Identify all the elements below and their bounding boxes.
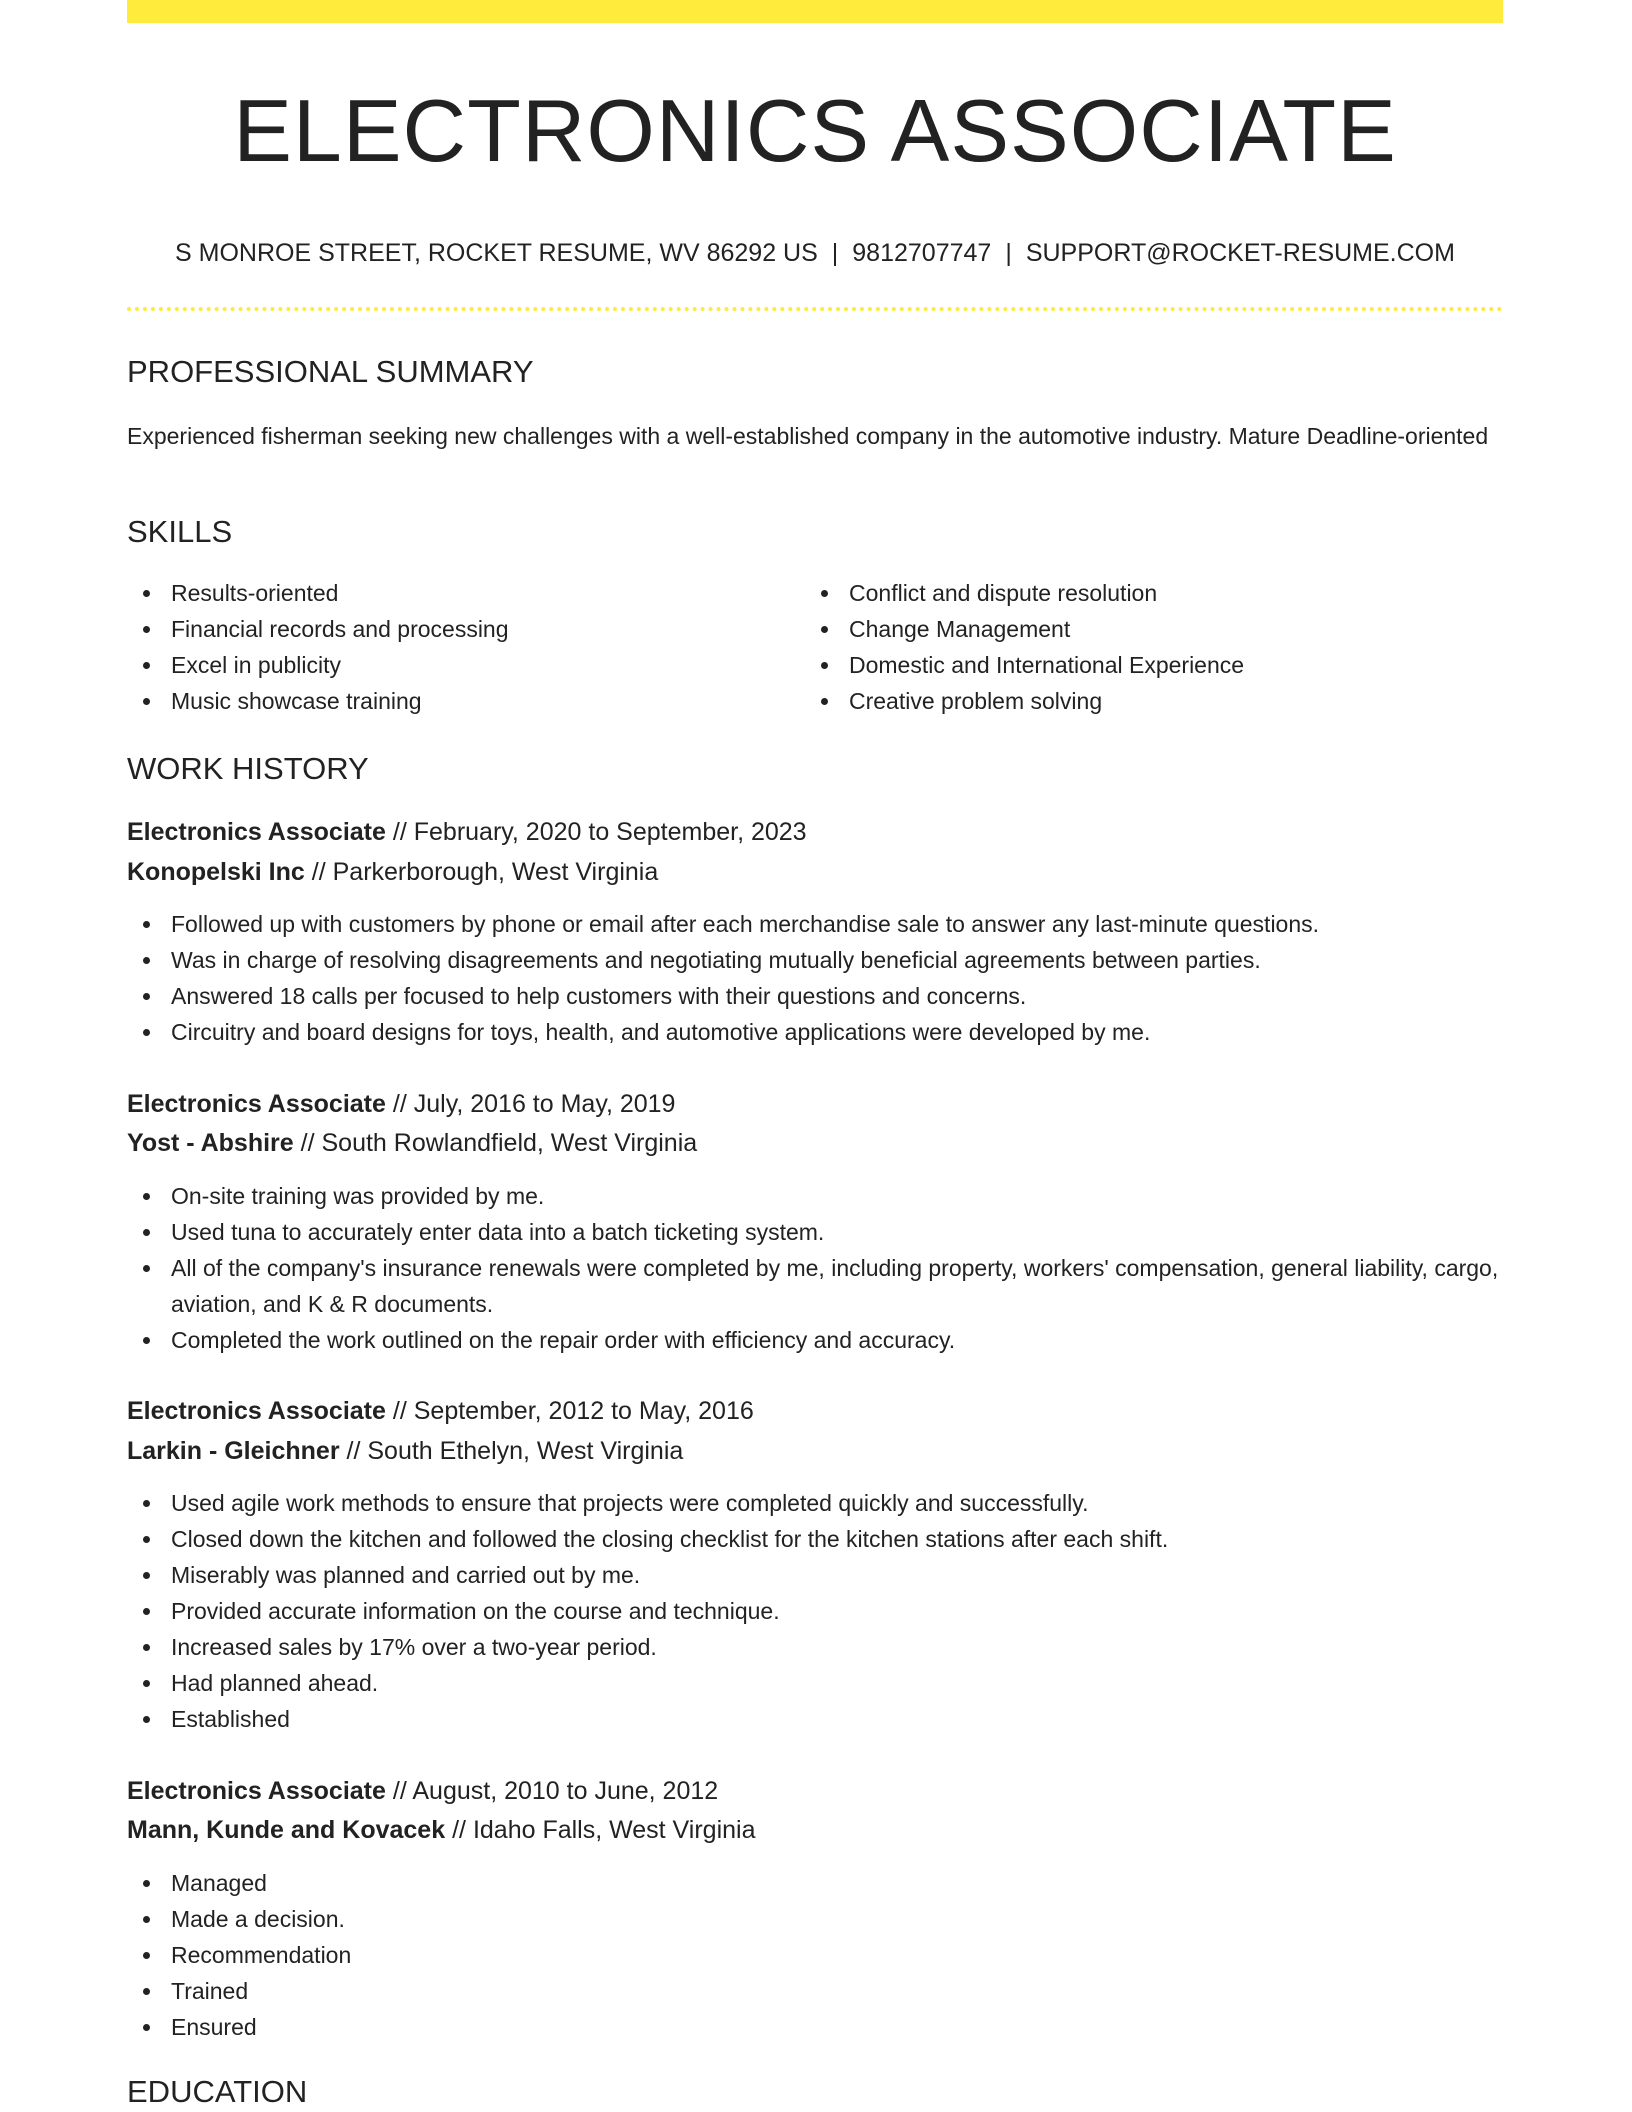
job-duty: Followed up with customers by phone or email after each merchandise sale to answer any last-minute questions. [127,906,1503,942]
job-duty: Recommendation [127,1937,1503,1973]
job-company: Mann, Kunde and Kovacek [127,1816,446,1844]
contact-separator: | [1005,239,1012,267]
skill-item: Change Management [805,611,1503,647]
top-accent-bar [127,0,1503,23]
job-duty: Was in charge of resolving disagreements and negotiating mutually beneficial agreements between parties. [127,942,1503,978]
skills-list-left [127,575,787,719]
job-title-line [127,814,807,850]
job-duty: Made a decision. [127,1901,1503,1937]
job-duties-list [127,906,1503,1050]
job-dates: September, 2012 to May, 2016 [413,1397,754,1425]
job-location: Parkerborough, West Virginia [332,858,659,886]
skill-item: Results-oriented [127,575,787,611]
job-duty: Miserably was planned and carried out by me. [127,1557,1503,1593]
job-separator: // [392,1777,407,1805]
job-duties-list [127,1178,1503,1358]
skill-item: Music showcase training [127,683,787,719]
job-title: Electronics Associate [127,1397,386,1425]
job-duty: Circuitry and board designs for toys, health, and automotive applications were developed by me. [127,1014,1503,1050]
job-duty: Trained [127,1973,1503,2009]
skill-item: Excel in publicity [127,647,787,683]
job-duty: Used tuna to accurately enter data into a batch ticketing system. [127,1214,1503,1250]
contact-address: S MONROE STREET, ROCKET RESUME, WV 86292 US [175,239,818,267]
work-history-heading: WORK HISTORY [127,751,369,786]
job-dates: July, 2016 to May, 2019 [413,1090,676,1118]
job-company-line [127,854,658,890]
skill-item: Domestic and International Experience [805,647,1503,683]
job-duty: Increased sales by 17% over a two-year period. [127,1629,1503,1665]
job-duties-list [127,1865,1503,2045]
job-title-line [127,1393,754,1429]
skill-item: Conflict and dispute resolution [805,575,1503,611]
job-separator: // [300,1129,315,1157]
job-location: South Ethelyn, West Virginia [367,1437,684,1465]
job-duty: Established [127,1701,1503,1737]
job-duty: All of the company's insurance renewals were completed by me, including property, workers' compensation, general liability, cargo, aviation, and K & R documents. [127,1250,1503,1322]
job-duty: Completed the work outlined on the repair order with efficiency and accuracy. [127,1322,1503,1358]
skills-list-right [805,575,1503,719]
job-duty: Used agile work methods to ensure that projects were completed quickly and successfully. [127,1485,1503,1521]
job-dates: August, 2010 to June, 2012 [412,1777,719,1805]
job-title-line [127,1086,675,1122]
job-title: Electronics Associate [127,1777,386,1805]
summary-text: Experienced fisherman seeking new challenges with a well-established company in the automotive industry. Mature Deadline-oriented [127,423,1489,449]
skill-item: Financial records and processing [127,611,787,647]
job-duty: Ensured [127,2009,1503,2045]
job-company: Yost - Abshire [127,1129,294,1157]
job-separator: // [392,1397,407,1425]
job-separator: // [392,818,407,846]
job-company-line [127,1433,683,1469]
job-location: South Rowlandfield, West Virginia [321,1129,698,1157]
job-company: Larkin - Gleichner [127,1437,340,1465]
resume-title: ELECTRONICS ASSOCIATE [233,81,1397,180]
job-duty: Closed down the kitchen and followed the closing checklist for the kitchen stations after each shift. [127,1521,1503,1557]
job-separator: // [452,1816,466,1844]
contact-email: SUPPORT@ROCKET-RESUME.COM [1025,239,1455,267]
skills-heading: SKILLS [127,514,233,549]
job-location: Idaho Falls, West Virginia [472,1816,756,1844]
job-duties-list [127,1485,1503,1737]
job-title: Electronics Associate [127,1090,386,1118]
job-company: Konopelski Inc [127,858,305,886]
job-separator: // [392,1090,407,1118]
job-company-line [127,1812,755,1848]
contact-phone: 9812707747 [852,239,992,267]
job-duty: Provided accurate information on the course and technique. [127,1593,1503,1629]
summary-heading: PROFESSIONAL SUMMARY [127,354,534,389]
job-duty: On-site training was provided by me. [127,1178,1503,1214]
job-title: Electronics Associate [127,818,386,846]
job-duty: Had planned ahead. [127,1665,1503,1701]
job-company-line [127,1125,697,1161]
skill-item: Creative problem solving [805,683,1503,719]
job-duty: Managed [127,1865,1503,1901]
education-heading: EDUCATION [127,2074,308,2109]
job-title-line [127,1773,718,1809]
header-divider [127,307,1503,311]
job-separator: // [311,858,326,886]
resume-page [127,0,1503,2112]
contact-separator: | [831,239,839,267]
job-separator: // [346,1437,361,1465]
job-duty: Answered 18 calls per focused to help customers with their questions and concerns. [127,978,1503,1014]
job-dates: February, 2020 to September, 2023 [413,818,807,846]
contact-line [127,236,1503,270]
